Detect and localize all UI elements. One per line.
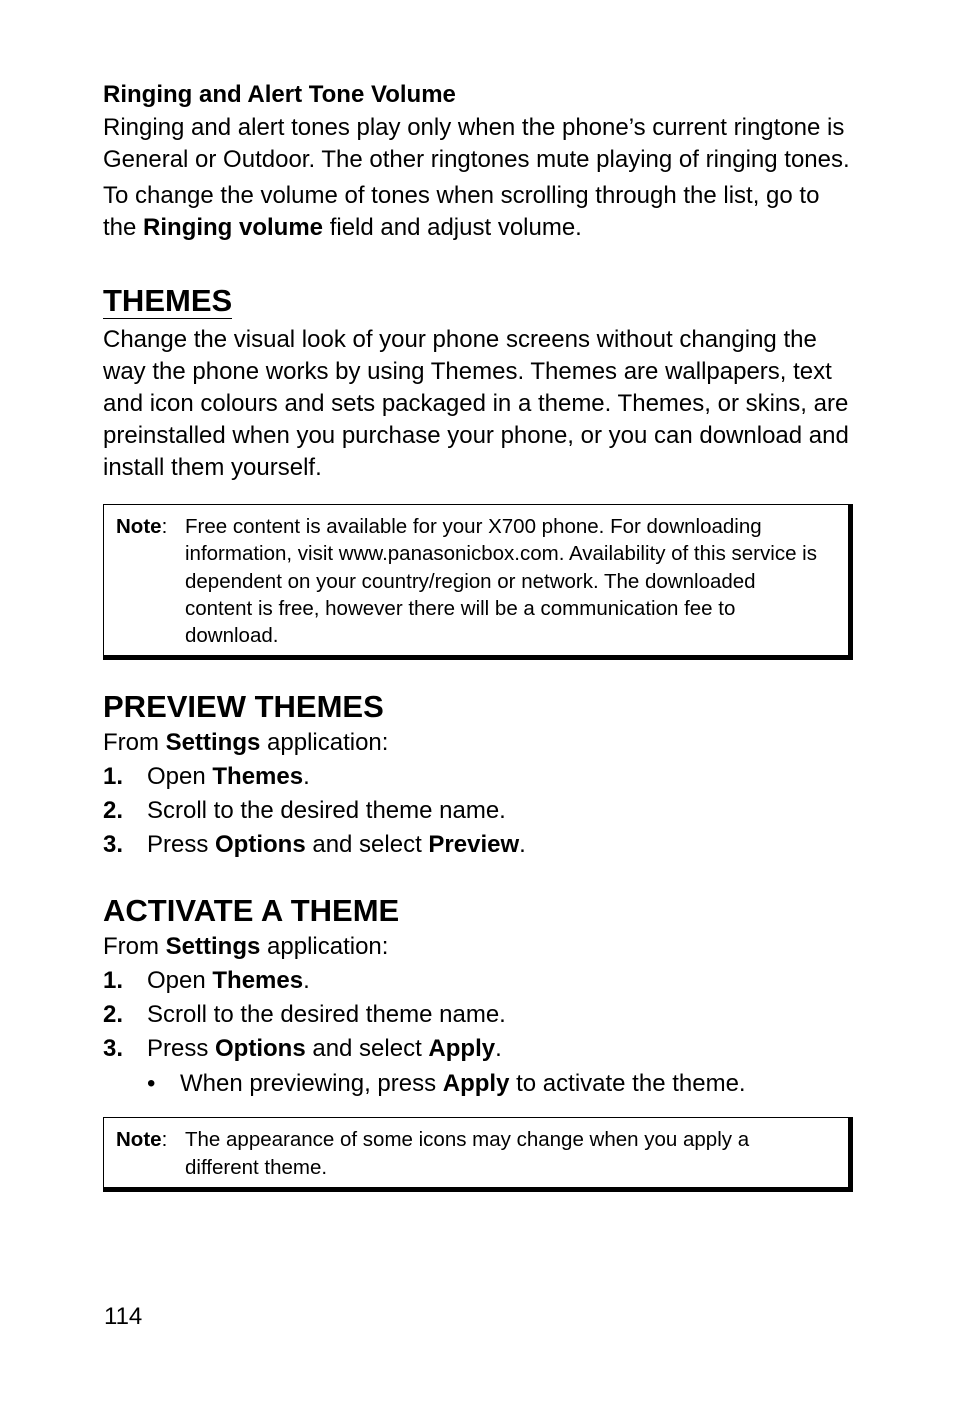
activate-steps (103, 964, 853, 1066)
note-text: Free content is available for your X700 phone. For downloading information, visit www.panasonicbox.com. Availability of this service is dependent on your country/region or network. The downloaded content is free, however there will be a communication fee to download. (185, 515, 817, 648)
ringing-para2-tail: field and adjust volume. (323, 214, 582, 241)
step-mid: . (303, 967, 310, 995)
step-term-2: Preview (428, 831, 520, 859)
list-item (103, 794, 853, 828)
step-term-2: Apply (428, 1035, 496, 1063)
step-mid: . (303, 763, 310, 791)
step-pre: Open (147, 967, 213, 995)
step-text (147, 964, 310, 998)
step-post: . (495, 1035, 502, 1063)
preview-intro (103, 726, 853, 760)
note-separator: : (161, 515, 168, 538)
preview-settings-term: Settings (165, 729, 261, 757)
page-number: 114 (104, 1303, 143, 1330)
preview-intro-tail: application: (260, 729, 389, 757)
note-separator: : (161, 1128, 168, 1152)
activate-bullet (103, 1067, 853, 1101)
step-pre: Open (147, 763, 213, 791)
step-pre: Press (147, 831, 216, 859)
step-number: 1. (103, 763, 124, 791)
preview-steps (103, 760, 853, 862)
step-text (147, 1032, 502, 1066)
activate-intro (103, 930, 853, 964)
activate-note-box (103, 1117, 853, 1192)
step-term: Themes (212, 967, 304, 995)
step-pre: Press (147, 1035, 216, 1063)
note-label (116, 1126, 185, 1181)
preview-intro-text: From (103, 729, 166, 757)
apply-term: Apply (442, 1070, 510, 1098)
note-label-text: Note (116, 1128, 162, 1152)
step-number: 3. (103, 831, 124, 859)
note-label (116, 513, 185, 649)
page-content (103, 78, 853, 1192)
preview-themes-heading: PREVIEW THEMES (103, 689, 384, 725)
list-item (103, 964, 853, 998)
themes-paragraph: Change the visual look of your phone screens without changing the way the phone works by using Themes. Themes are wallpapers, text and icon colours and sets packaged in a theme. Themes, or skins, are preinstalled when you purchase your phone, or you can download and install them yourself. (103, 326, 849, 481)
ringing-paragraph-1: Ringing and alert tones play only when the phone’s current ringtone is General or Outdoor. The other ringtones mute playing of ringing tones. (103, 114, 850, 173)
list-item (103, 760, 853, 794)
bullet-pre: When previewing, press (180, 1070, 443, 1098)
step-number: 1. (103, 967, 124, 995)
note-label-text: Note (116, 515, 162, 538)
activate-intro-text: From (103, 933, 166, 961)
step-post: . (519, 831, 526, 859)
note-text: The appearance of some icons may change when you apply a different theme. (185, 1128, 750, 1179)
step-term: Themes (212, 763, 304, 791)
ringing-volume-term: Ringing volume (143, 214, 324, 241)
ringing-para2-text: To change the volume of tones when scrolling through the list, go to the (103, 182, 820, 241)
themes-note-box (103, 504, 853, 660)
step-number: 2. (103, 797, 124, 825)
step-term: Options (215, 831, 306, 859)
step-number: 3. (103, 1035, 124, 1063)
step-text: Scroll to the desired theme name. (147, 797, 506, 825)
list-item (103, 1032, 853, 1066)
activate-theme-heading: ACTIVATE A THEME (103, 893, 400, 929)
list-item (103, 828, 853, 862)
bullet-text (180, 1067, 746, 1101)
bullet-post: to activate the theme. (509, 1070, 746, 1098)
step-text (147, 760, 310, 794)
step-number: 2. (103, 1001, 124, 1029)
step-mid: and select (305, 831, 429, 859)
ringing-heading: Ringing and Alert Tone Volume (103, 81, 456, 108)
step-text (147, 828, 526, 862)
step-term: Options (215, 1035, 306, 1063)
list-item (103, 998, 853, 1032)
activate-intro-tail: application: (260, 933, 389, 961)
step-text: Scroll to the desired theme name. (147, 1001, 506, 1029)
themes-heading: THEMES (103, 283, 233, 318)
activate-settings-term: Settings (165, 933, 261, 961)
bullet-mark: • (147, 1070, 156, 1098)
ringing-paragraph-2 (103, 180, 853, 244)
step-mid: and select (305, 1035, 429, 1063)
